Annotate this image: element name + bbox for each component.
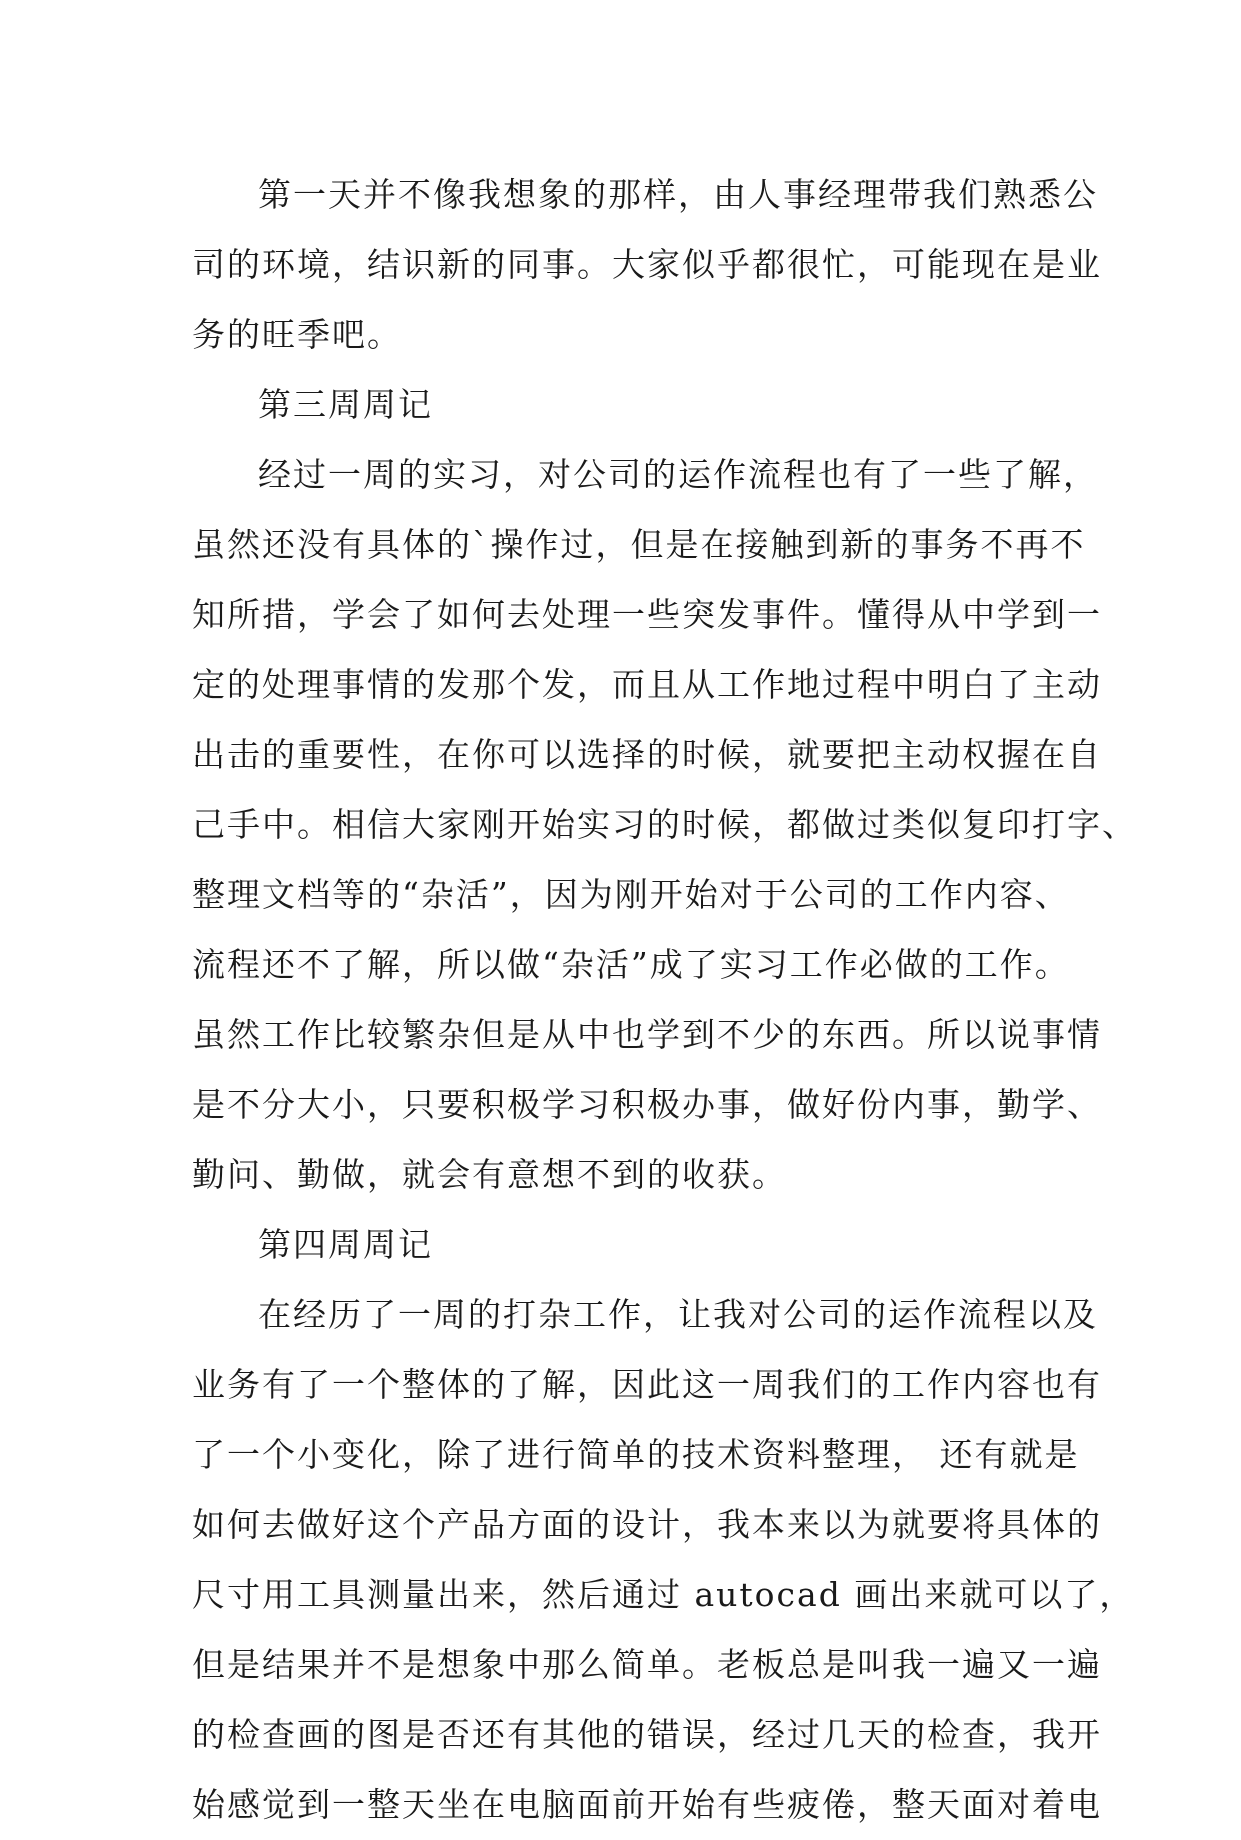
body-line: 业务有了一个整体的了解，因此这一周我们的工作内容也有 bbox=[192, 1365, 1102, 1404]
body-line: 始感觉到一整天坐在电脑面前开始有些疲倦，整天面对着电 bbox=[192, 1785, 1102, 1824]
body-line: 出击的重要性，在你可以选择的时候，就要把主动权握在自 bbox=[192, 735, 1102, 774]
body-line: 定的处理事情的发那个发，而且从工作地过程中明白了主动 bbox=[192, 665, 1102, 704]
body-line: 勤问、勤做，就会有意想不到的收获。 bbox=[192, 1155, 787, 1194]
body-line: 整理文档等的“杂活”，因为刚开始对于公司的工作内容、 bbox=[192, 875, 1070, 914]
body-line: 的检查画的图是否还有其他的错误，经过几天的检查，我开 bbox=[192, 1715, 1102, 1754]
body-line: 是不分大小，只要积极学习积极办事，做好份内事，勤学、 bbox=[192, 1085, 1102, 1124]
document-body bbox=[192, 160, 1137, 1840]
body-line: 流程还不了解，所以做“杂活”成了实习工作必做的工作。 bbox=[192, 945, 1070, 984]
body-line: 第一天并不像我想象的那样，由人事经理带我们熟悉公 bbox=[258, 175, 1098, 214]
body-line: 但是结果并不是想象中那么简单。老板总是叫我一遍又一遍 bbox=[192, 1645, 1102, 1684]
body-line: 知所措，学会了如何去处理一些突发事件。懂得从中学到一 bbox=[192, 595, 1102, 634]
section-heading: 第四周周记 bbox=[258, 1225, 433, 1264]
body-line: 务的旺季吧。 bbox=[192, 315, 402, 354]
body-line: 虽然工作比较繁杂但是从中也学到不少的东西。所以说事情 bbox=[192, 1015, 1102, 1054]
body-line: 司的环境，结识新的同事。大家似乎都很忙，可能现在是业 bbox=[192, 245, 1102, 284]
body-line: 在经历了一周的打杂工作，让我对公司的运作流程以及 bbox=[258, 1295, 1098, 1334]
body-line: 如何去做好这个产品方面的设计，我本来以为就要将具体的 bbox=[192, 1505, 1102, 1544]
body-line: 尺寸用工具测量出来，然后通过 autocad 画出来就可以了， bbox=[192, 1575, 1135, 1614]
section-heading: 第三周周记 bbox=[258, 385, 433, 424]
body-line: 己手中。相信大家刚开始实习的时候，都做过类似复印打字、 bbox=[192, 805, 1137, 844]
body-line: 了一个小变化，除了进行简单的技术资料整理， 还有就是 bbox=[192, 1435, 1080, 1474]
body-line: 经过一周的实习，对公司的运作流程也有了一些了解， bbox=[258, 455, 1098, 494]
body-line: 虽然还没有具体的`操作过，但是在接触到新的事务不再不 bbox=[192, 525, 1086, 564]
